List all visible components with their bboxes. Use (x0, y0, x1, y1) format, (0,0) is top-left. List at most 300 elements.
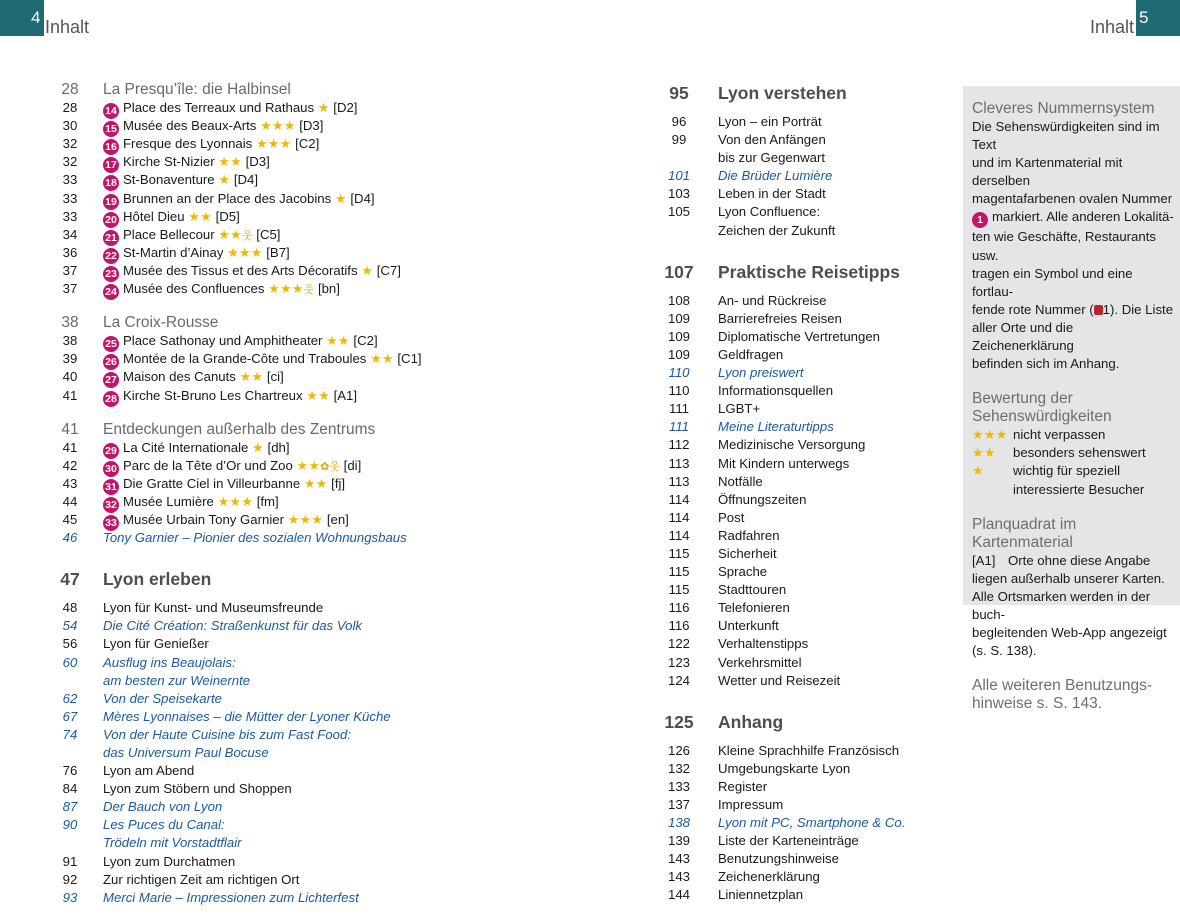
page-number: 36 (62, 244, 78, 260)
map-grid-ref: [D2] (333, 100, 358, 116)
legend-sidebar: Cleveres Nummernsystem Die Sehenswürdigkeiten sind im Text und im Kartenmaterial mit derselben magentafarbenen ovalen Nummer 1 markiert. Alle anderen Lokalitä- ten wie Geschäfte, Restaurants usw. tragen ein Symbol und eine fortlau- fende rote Nummer ( 1). Die Liste aller Orte und die Zeichenerklärung befinden sich im Anhang. Bewertung der Sehenswürdigkeiten ★★★ nicht verpassen ★★ besonders sehenswert ★ wichtig für speziell interessierte Besucher Planquadrat im Kartenmaterial [A1] Orte ohne diese Angabe liegen außerhalb unserer Karten. Alle Ortsmarken werden in der buch- begleitenden Web-App angezeigt (s. S. 138). Alle weiteren Benutzungs- hinweise s. S. 143. (963, 86, 1180, 605)
entry-title: Kirche St-Bruno Les Chartreux (123, 387, 303, 403)
entry-title: Geldfragen (718, 346, 784, 362)
toc-entry[interactable] (50, 350, 610, 368)
toc-entry[interactable] (659, 310, 949, 328)
page-number: 138 (667, 815, 690, 831)
red-shopping-bag-icon (1094, 305, 1103, 315)
entry-title: Sprache (718, 564, 768, 580)
toc-entry[interactable] (50, 332, 610, 350)
toc-entry[interactable] (659, 203, 949, 221)
toc-entry[interactable] (50, 599, 610, 617)
entry-title: Die Gratte Ciel in Villeurbanne (123, 475, 301, 491)
toc-entry[interactable] (50, 708, 610, 726)
entry-title: Von den Anfängen (718, 132, 826, 148)
spacer (659, 690, 949, 708)
entry-title: Kleine Sprachhilfe Französisch (718, 742, 900, 758)
entry-title: bis zur Gegenwart (718, 150, 826, 166)
entry-title: Hôtel Dieu (123, 208, 185, 224)
sight-number-badge: 25 (103, 336, 119, 352)
toc-entry[interactable] (659, 436, 949, 454)
page-number: 123 (667, 654, 690, 670)
sight-number-badge: 23 (103, 266, 119, 282)
toc-entry[interactable] (50, 511, 610, 529)
toc-entry[interactable] (659, 527, 949, 545)
page-number: 132 (667, 760, 690, 776)
entry-title: Les Puces du Canal: (103, 817, 225, 833)
map-grid-ref: [D5] (215, 208, 240, 224)
toc-entry[interactable] (659, 672, 949, 690)
toc-entry[interactable] (50, 457, 610, 475)
map-grid-ref: [D4] (350, 190, 375, 206)
toc-entry[interactable] (50, 871, 610, 889)
toc-entry[interactable] (659, 545, 949, 563)
entry-title: Lyon zum Durchatmen (103, 853, 236, 869)
toc-entry[interactable] (659, 599, 949, 617)
page-number: 93 (62, 889, 78, 905)
chapter-heading[interactable] (659, 708, 949, 736)
rating-stars-icon: ★★★ (260, 118, 296, 134)
sight-number-badge: 27 (103, 372, 119, 388)
map-grid-ref: [dh] (267, 439, 290, 455)
family-icon: ✿웃 (320, 460, 340, 473)
entry-title: Informationsquellen (718, 383, 834, 399)
sight-number-badge: 1 (972, 212, 988, 228)
page-number: 114 (668, 527, 690, 543)
toc-entry[interactable] (659, 760, 949, 778)
toc-middle-column (659, 79, 949, 905)
page-number: 114 (668, 491, 690, 507)
entry-title: Register (718, 778, 768, 794)
entry-title: Telefonieren (718, 600, 790, 616)
page-number: 48 (62, 600, 78, 616)
rating-stars-icon: ★ (252, 439, 264, 455)
toc-entry[interactable] (659, 814, 949, 832)
toc-entry[interactable] (659, 364, 949, 382)
sight-number-badge: 16 (103, 139, 119, 155)
spacer (50, 298, 610, 314)
page-number: 76 (62, 763, 78, 779)
chapter-heading[interactable] (659, 79, 949, 107)
entry-title: Lyon erleben (103, 569, 212, 590)
sight-number-badge: 30 (103, 461, 119, 477)
page-number: 113 (668, 473, 690, 489)
entry-title: Mères Lyonnaises – die Mütter der Lyoner Küche (103, 708, 391, 724)
map-grid-ref: [C1] (397, 351, 422, 367)
family-icon: 웃 (241, 229, 253, 242)
entry-title: Leben in der Stadt (718, 186, 826, 202)
grid-heading: Planquadrat im Kartenmaterial (972, 515, 1077, 551)
page-number: 41 (62, 439, 78, 455)
page-number: 95 (669, 83, 689, 103)
entry-title: Musée des Tissus et des Arts Décoratifs (123, 262, 358, 278)
page-number: 30 (62, 118, 78, 134)
page-number-right: 5 (1136, 0, 1180, 36)
entry-title: Sicherheit (718, 545, 777, 561)
page-number: 33 (62, 208, 78, 224)
page-number: 99 (671, 132, 687, 148)
entry-title: Parc de la Tête d’Or und Zoo (123, 457, 293, 473)
page-number: 37 (62, 281, 78, 297)
toc-left-column (50, 81, 610, 907)
toc-entry[interactable] (659, 328, 949, 346)
entry-title: Lyon Confluence: (718, 204, 821, 220)
page-number: 34 (62, 226, 78, 242)
map-grid-ref: [C5] (256, 226, 281, 242)
toc-entry[interactable] (50, 744, 610, 762)
page-number: 40 (62, 369, 78, 385)
page-number: 60 (62, 654, 78, 670)
entry-title: Maison des Canuts (123, 369, 236, 385)
toc-entry[interactable] (50, 475, 610, 493)
toc-entry[interactable] (659, 778, 949, 796)
page-number: 28 (62, 100, 78, 116)
chapter-heading[interactable] (659, 258, 949, 286)
sight-number-badge: 24 (103, 284, 119, 300)
entry-title: Ausflug ins Beaujolais: (103, 654, 236, 670)
entry-title: Die Cité Création: Straßenkunst für das Volk (103, 618, 362, 634)
rating-stars-icon: ★★★ (227, 244, 263, 260)
page-number: 116 (668, 600, 690, 616)
map-grid-ref: [D3] (245, 154, 270, 170)
entry-title: La Cité Internationale (123, 439, 249, 455)
map-grid-ref: [en] (326, 512, 349, 528)
entry-title: Unterkunft (718, 618, 779, 634)
map-grid-ref: [di] (343, 457, 362, 473)
toc-entry[interactable] (50, 439, 610, 457)
page-number: 122 (667, 636, 690, 652)
sight-number-badge: 33 (103, 515, 119, 531)
entry-title: Zeichenerklärung (718, 869, 820, 885)
page-number: 116 (668, 618, 690, 634)
entry-title: Merci Marie – Impressionen zum Lichterfest (103, 889, 359, 905)
toc-entry[interactable] (50, 690, 610, 708)
toc-entry[interactable] (50, 816, 610, 834)
page-number: 114 (668, 509, 690, 525)
page-number: 87 (62, 799, 78, 815)
chapter-heading[interactable] (50, 565, 610, 593)
toc-entry[interactable] (659, 850, 949, 868)
entry-title: Impressum (718, 797, 784, 812)
page-number: 33 (62, 190, 78, 206)
sight-number-badge: 22 (103, 248, 119, 264)
page-number: 44 (62, 493, 78, 509)
page-number: 109 (667, 346, 690, 362)
entry-title: das Universum Paul Bocuse (103, 745, 269, 760)
toc-entry[interactable] (50, 726, 610, 744)
toc-entry[interactable] (659, 455, 949, 473)
toc-entry[interactable] (50, 262, 610, 280)
page-number: 103 (667, 186, 690, 202)
page-number: 39 (62, 351, 78, 367)
toc-entry[interactable] (50, 244, 610, 262)
entry-title: Medizinische Versorgung (718, 437, 866, 453)
entry-title: Der Bauch von Lyon (103, 799, 223, 815)
page-number: 109 (667, 310, 690, 326)
two-stars-icon: ★★ (972, 445, 996, 461)
page-number: 91 (62, 853, 78, 869)
toc-entry[interactable] (659, 581, 949, 599)
toc-entry[interactable] (50, 672, 610, 690)
entry-title: Lyon preiswert (718, 365, 804, 381)
toc-entry[interactable] (659, 886, 949, 904)
entry-title: Lyon zum Stöbern und Shoppen (103, 781, 292, 797)
toc-entry[interactable] (659, 635, 949, 653)
map-grid-ref: [ci] (266, 369, 284, 385)
entry-title: Benutzungshinweise (718, 851, 839, 867)
page-number: 41 (62, 387, 78, 403)
toc-entry[interactable] (50, 762, 610, 780)
toc-entry[interactable] (659, 868, 949, 886)
toc-entry[interactable] (659, 292, 949, 310)
page-title-left: Inhalt (45, 17, 90, 37)
section-heading[interactable] (50, 421, 610, 439)
page-title-right: Inhalt (1089, 17, 1134, 37)
toc-entry[interactable] (50, 135, 610, 153)
entry-title: Diplomatische Vertretungen (718, 328, 881, 344)
rating-stars-icon: ★★ (188, 208, 212, 224)
rating-stars-icon: ★★ (239, 369, 264, 385)
entry-title: Musée Lumière (123, 493, 214, 509)
page-number: 111 (668, 419, 690, 435)
map-grid-ref: [C2] (295, 136, 320, 152)
page-number: 111 (668, 401, 690, 417)
entry-title: Lyon mit PC, Smartphone & Co. (718, 815, 906, 831)
entry-title: Liniennetzplan (718, 887, 804, 903)
toc-entry[interactable] (50, 280, 610, 298)
entry-title: Trödeln mit Vorstadtflair (103, 835, 242, 851)
page-number: 96 (671, 114, 687, 129)
page-number: 115 (668, 545, 690, 561)
toc-entry[interactable] (50, 834, 610, 852)
page-number: 109 (667, 328, 690, 344)
toc-entry[interactable] (50, 780, 610, 798)
page-number: 42 (62, 457, 78, 473)
rating-stars-icon: ★ (361, 262, 374, 278)
toc-entry[interactable] (50, 190, 610, 208)
sight-number-badge: 18 (103, 175, 119, 191)
rating-stars-icon: ★★ (326, 333, 350, 349)
sight-number-badge: 26 (103, 354, 119, 370)
entry-title: Musée Urbain Tony Garnier (123, 512, 285, 528)
page-number: 47 (60, 569, 80, 590)
rating-stars-icon: ★ (218, 172, 231, 188)
toc-entry[interactable] (659, 563, 949, 581)
toc-entry[interactable] (659, 742, 949, 760)
page-number: 113 (668, 455, 690, 471)
page-number: 144 (667, 887, 690, 903)
entry-title: am besten zur Weinernte (103, 672, 251, 688)
entry-title: La Croix-Rousse (103, 314, 219, 332)
rating-heading: Bewertung der (972, 390, 1073, 408)
entry-title: St-Martin d’Ainay (123, 244, 224, 260)
page-number: 133 (667, 778, 690, 794)
entry-title: Place Bellecour (123, 226, 215, 242)
toc-entry[interactable] (50, 387, 610, 405)
page-number: 139 (667, 833, 690, 849)
rating-stars-icon: ★ (334, 190, 347, 206)
page-number: 46 (62, 530, 78, 546)
entry-title: Öffnungszeiten (718, 491, 807, 507)
toc-entry[interactable] (50, 853, 610, 871)
sight-number-badge: 14 (103, 103, 119, 119)
toc-entry[interactable] (50, 889, 610, 907)
sight-number-badge: 21 (103, 230, 119, 246)
entry-title: An- und Rückreise (718, 292, 827, 308)
section-heading[interactable] (50, 314, 610, 332)
toc-entry[interactable] (659, 131, 949, 149)
page-number: 107 (664, 261, 694, 282)
entry-title: LGBT+ (718, 401, 761, 417)
entry-title: Lyon für Kunst- und Museumsfreunde (103, 600, 324, 616)
sight-number-badge: 32 (103, 497, 119, 513)
rating-stars-icon: ★★★ (217, 493, 254, 509)
page-number: 38 (62, 333, 78, 349)
page-number: 43 (62, 475, 78, 491)
rating-stars-icon: ★★ (370, 351, 394, 367)
toc-entry[interactable] (659, 473, 949, 491)
sight-number-badge: 19 (103, 194, 119, 210)
toc-entry[interactable] (50, 798, 610, 816)
toc-entry[interactable] (659, 400, 949, 418)
page-number: 124 (667, 672, 690, 688)
page-number: 84 (62, 781, 78, 797)
page-number: 54 (62, 618, 78, 634)
one-star-icon: ★ (972, 463, 984, 479)
map-grid-ref: [C2] (353, 333, 378, 349)
sight-number-badge: 29 (103, 443, 119, 459)
map-grid-ref: [D3] (299, 118, 324, 134)
page-number: 143 (667, 869, 690, 885)
toc-entry[interactable] (659, 617, 949, 635)
entry-title: Tony Garnier – Pionier des sozialen Wohnungsbaus (103, 530, 407, 546)
entry-title: Wetter und Reisezeit (718, 672, 841, 688)
page-number: 74 (62, 726, 78, 742)
toc-entry[interactable] (659, 113, 949, 131)
section-heading[interactable] (50, 81, 610, 99)
map-grid-ref: [bn] (317, 281, 340, 297)
toc-entry[interactable] (50, 493, 610, 511)
page-number: 45 (62, 512, 78, 528)
toc-entry[interactable] (659, 654, 949, 672)
rating-stars-icon: ★★ (306, 387, 330, 403)
toc-entry[interactable] (50, 171, 610, 189)
toc-entry[interactable] (50, 99, 610, 117)
rating-stars-icon: ★★★ (268, 281, 304, 297)
page-number: 28 (61, 81, 79, 98)
map-grid-ref: [fm] (256, 493, 279, 509)
entry-title: Mit Kindern unterwegs (718, 455, 850, 471)
page-number: 105 (667, 204, 690, 220)
toc-entry[interactable] (50, 617, 610, 635)
map-grid-ref: [B7] (266, 244, 290, 260)
page-number: 92 (62, 871, 78, 887)
page-number: 62 (62, 690, 78, 706)
entry-title: Montée de la Grande-Côte und Traboules (123, 351, 367, 367)
entry-title: Fresque des Lyonnais (123, 136, 253, 152)
toc-entry[interactable] (50, 208, 610, 226)
rating-stars-icon: ★ (317, 100, 330, 116)
entry-title: Entdeckungen außerhalb des Zentrums (103, 420, 376, 438)
spacer (50, 405, 610, 421)
rating-stars-icon: ★★ (218, 226, 242, 242)
toc-entry[interactable] (50, 635, 610, 653)
entry-title: Brunnen an der Place des Jacobins (123, 190, 332, 206)
sight-number-badge: 20 (103, 212, 119, 228)
page-number: 115 (668, 564, 690, 580)
page-number: 32 (62, 136, 78, 152)
toc-entry[interactable] (659, 222, 949, 240)
toc-entry[interactable] (50, 117, 610, 135)
entry-title: Place des Terreaux und Rathaus (123, 100, 315, 116)
entry-title: Von der Speisekarte (103, 690, 223, 706)
more-hints: Alle weiteren Benutzungs- (972, 677, 1153, 695)
entry-title: Verkehrsmittel (718, 654, 802, 670)
page-number: 101 (667, 168, 690, 184)
page-number: 32 (62, 154, 78, 170)
page-number: 67 (62, 708, 78, 724)
page-number: 126 (667, 742, 690, 758)
map-grid-ref: [D4] (233, 172, 258, 188)
toc-entry[interactable] (50, 529, 610, 547)
toc-entry[interactable] (659, 346, 949, 364)
toc-entry[interactable] (659, 185, 949, 203)
page-number: 137 (667, 797, 690, 812)
entry-title: Radfahren (718, 527, 780, 543)
rating-stars-icon: ★★ (303, 475, 328, 491)
page-number: 37 (62, 262, 78, 278)
spacer (659, 240, 949, 258)
rating-stars-icon: ★★ (218, 154, 242, 170)
entry-title: Verhaltenstipps (718, 636, 809, 652)
page-number: 115 (668, 582, 690, 598)
toc-entry[interactable] (659, 491, 949, 509)
entry-title: Lyon am Abend (103, 763, 195, 779)
toc-entry[interactable] (659, 149, 949, 167)
entry-title: Lyon für Genießer (103, 636, 209, 652)
map-grid-ref: [C7] (376, 262, 401, 278)
entry-title: Die Brüder Lumière (718, 168, 833, 184)
map-grid-ref: [fj] (331, 475, 346, 491)
rating-stars-icon: ★★★ (287, 512, 324, 528)
toc-entry[interactable] (659, 167, 949, 185)
entry-title: Lyon verstehen (718, 83, 847, 103)
toc-entry[interactable] (50, 368, 610, 386)
page-number: 125 (664, 711, 694, 732)
entry-title: Liste der Karteneinträge (718, 833, 859, 849)
toc-entry[interactable] (50, 654, 610, 672)
toc-entry[interactable] (50, 226, 610, 244)
rating-stars-icon: ★★ (296, 457, 321, 473)
entry-title: Post (718, 509, 745, 525)
sight-number-badge: 31 (103, 479, 119, 495)
entry-title: St-Bonaventure (123, 172, 215, 188)
toc-entry[interactable] (659, 832, 949, 850)
entry-title: Place Sathonay und Amphitheater (123, 333, 323, 349)
toc-entry[interactable] (50, 153, 610, 171)
entry-title: Musée des Confluences (123, 281, 265, 297)
entry-title: Stadttouren (718, 582, 787, 598)
entry-title: Musée des Beaux-Arts (123, 118, 257, 134)
toc-entry[interactable] (659, 796, 949, 814)
toc-entry[interactable] (659, 418, 949, 436)
entry-title: Zur richtigen Zeit am richtigen Ort (103, 871, 300, 887)
toc-entry[interactable] (659, 382, 949, 400)
toc-entry[interactable] (659, 509, 949, 527)
page-number: 38 (61, 314, 79, 332)
entry-title: Meine Literaturtipps (718, 419, 834, 435)
entry-title: Zeichen der Zukunft (718, 222, 836, 238)
